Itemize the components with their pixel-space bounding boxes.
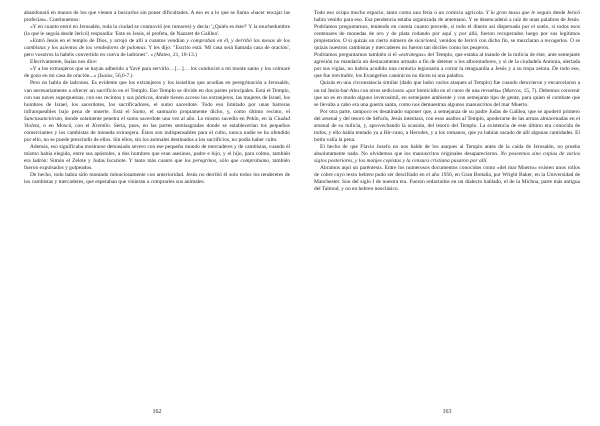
- paragraph: Podríamos preguntarnos también si el «estrategas» del Templo, que estaba al mando de la milicia de éste, ante semejante agresión no mandaría un destacamento armado a fin de detener a los alborotadores, y si de la ciudadela Antonia, alertada por sus vigías, no habría acudido una centuria legionaria a cortar la retaguardia a Jesús y a su tropa zelota. De todo eso, que fue inevitable, los Evangelios canónicos no dicen ni una palabra.: [314, 52, 580, 80]
- paragraph: El hecho de que Flavio Josefo no nos hable de los ataques al Templo antes de la caída de Jerusalén, no prueba absolutamente nada. No olvidemos que los manuscritos originales desaparecieron. No poseemos sino copias de varios siglos posteriores, y los monjes copistas y la censura cristiana pasaron por allí.: [314, 143, 580, 164]
- right-page-text: [314, 10, 580, 394]
- paragraph: «Y en cuanto entró en Jerusalén, toda la ciudad se conmovió (en rumores) y decía: '¿Quién es éste?' Y la muchedumbre (la que le seguía desde Jericó) respondía: 'Este es Jesús, el profeta, de Nazaret de Galilea'.: [24, 24, 290, 38]
- paragraph: Por otra parte, tampoco es desatinado suponer que, a semejanza de su padre Judas de Galilea, que se apoderó primero del arsenal y del tesoro de Séforis, Jesús intentara, con esos asaltos al Templo, apoderarse de las armas almacenadas en el arsenal de su milicia, y, aprovechando la ocasión, del tesoro del Templo. La existencia de este último era conocida de todos, y ello había tentado ya a Hir-cano, a Herodes, y a los romanos, que ya habían sacado de allí algunas cantidades. El botín valía la pena.: [314, 108, 580, 143]
- paragraph: Todo eso ocupa mucho espacio, tanto como una feria o un comicio agrícola. Y la gran masa que le seguía desde Jericó había venido para eso. Esa pendencia estaba organizada de antemano. Y se desencadenó a raíz de unas palabras de Jesús. Podríamos preguntarnos, teniendo en cuenta cuanto precede, si todo el dinero así dispersado por el suelo, si todos esos centenares de monedas de oro y de plata rodando por aquí y por allá, fueron recuperados luego por sus legítimos propietarios. O si quizás un cierto número de sicarioteá, venidos de Jericó con dicho fin, se mezclaran a recogerlos. O se quizás nuestros cambistas y mercaderes no fueron tan dóciles como los peajeros.: [314, 10, 580, 52]
- paragraph: «Y a los extranjeros que se hayan adherido a Yavé para servirlo…[…]… los conduciré a mi monte santo y los colmaré de gozo en mi casa de oración...» (Isaías, 56,6-7.): [24, 66, 290, 80]
- left-page: [24, 10, 290, 416]
- right-page: [314, 10, 580, 416]
- paragraph: Además, eso significaba mostrarse demasiado severo con ese pequeño mundo de mercaderes y de cambistas, cuando él mismo había elegido, entre sus apóstoles, a dos hombres que eran asesinos, padre e hijo, y el hijo, para colmo, también era ladrón: Simón el Zelote y Judas Iscariote. Y tanto más cuanto que los peregrinos, sólo que comprabamo, también fueron expulsados y golpeados.: [24, 143, 290, 172]
- paragraph: De hecho, todo había sido montado minuciosamente con anterioridad. Jesús no derribó él solo todos los tenderetes de los cambistas y mercaderes, que esperaban que vinieran a comprarles sus animales.: [24, 172, 290, 186]
- paragraph: Pero no habla de ladrones. Es evidente que los extranjeros y los israelitas que acudían en peregrinación a Jerusalén, van necesariamente a ofrecer un sacrificio en el Templo. Ese Templo se divide en dos partes principales. Está el Templo, con sus naves superpuestas, con sus recintos y sus pórticos, donde tienen acceso los extranjeros, las mujeres de Israel, los hombres de Israel, los sacerdotes, los sacrificadores, el sumo sacerdote. Todo eso limitado por unas barreras infranqueables bajo pena de muerte. Está el Santo, el santuario propiamente dicho, y, como último recinto, el Sanctasanctórum, donde solamente penetra el sumo sacerdote una vez al año. Lo mismo sucedía en Pekín, en la Ciudad Violeta, o en Moscú, con el Kremlin. Sería, pues, en las partes semisagradas donde se establecerían los pequeños comerciantes y los cambistas de moneda extranjera. Éstos son indispensables para el culto, nunca nadie se ha ofendido por ello, no se puede prescindir de ellos. Sin ellos, sin los animales destinados a los sacrificios, no podía haber culto.: [24, 80, 290, 143]
- paragraph: Abramos aquí un paréntesis. Entre los numerosos documentos conocidos como «del mar Muerto» existen unos rollos de cobre cuyo texto hebreo pudo ser descifrado en el año 1956, en Gran Bretaña, por Wright Baker, en la Universidad de Manchester. Son del siglo I de nuestra era. Fueron redactados en un dialecto hablado, el de la Michna, parte más antigua del Talmud, y no en hebreo neoclásico.: [314, 165, 580, 193]
- left-page-text: [24, 10, 290, 394]
- right-page-number: 163: [442, 409, 452, 415]
- paragraph: abandonará en manos de los que vienen a buscarlos sin poner dificultades. A eso es a lo que se llama «hacer encajar las profecías». Continuemos:: [24, 10, 290, 24]
- paragraph: »Entró Jesús en el templo de Dios, y arrojó de allí a cuantos vendían y compraban en él, y derribó las mesas de los cambistas y los asientos de los vendedores de palomas. Y les dijo: "Escrito está: 'Mi casa será llamada casa de oración', pero vosotros la habéis convertido en cueva de ladrones". » (Mateo, 21, 10-13.): [24, 38, 290, 59]
- paragraph: Efectivamente, Isaías nos dice:: [30, 59, 98, 66]
- paragraph: Quizás en una circunstancia similar (dado que hubo varios ataques al Templo) fue cuando detuvieron y encarcelaron a un tal Jesús-bar-Abu con otros sediciosos «por homicidio en el curso de una revuelta» (Marcos, 15, 7). Debemos convenir que no es en modo alguno inverosímil, en semejante ambiente y con semejante tipo de gente, para quien el combate que se llevaba a cabo era una guerra santa, como nos demuestran algunos manuscritos del mar Muerto.: [314, 80, 580, 108]
- left-page-number: 162: [152, 409, 162, 415]
